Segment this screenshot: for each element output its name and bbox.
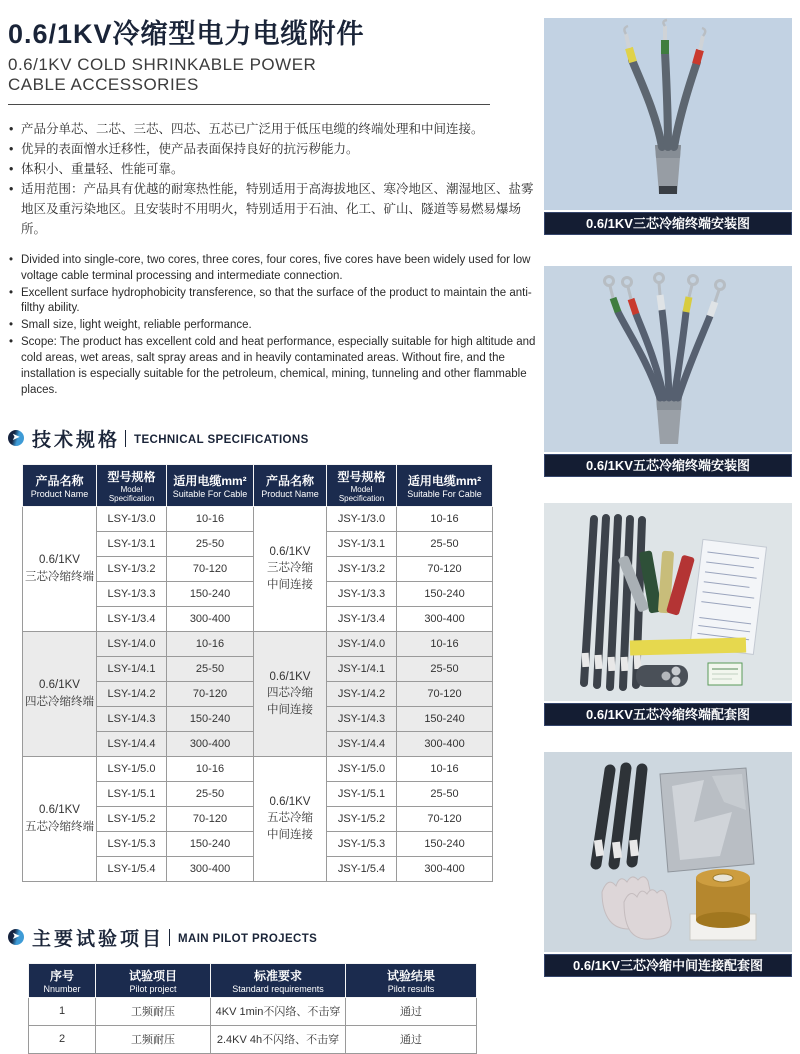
cable-range-cell: 300-400 (397, 731, 493, 756)
model-cell: JSY-1/3.1 (327, 531, 397, 556)
title-divider (8, 104, 490, 105)
spec-table-row (23, 756, 493, 781)
cable-range-cell: 70-120 (397, 681, 493, 706)
cable-range-cell: 10-16 (397, 631, 493, 656)
section-title-en: TECHNICAL SPECIFICATIONS (134, 433, 309, 446)
content-column (8, 10, 536, 1047)
feature-item: • Divided into single-core, two cores, three cores, four cores, five cores have been widely used for low voltage cable terminal processing and intermediate connection. (8, 253, 536, 285)
page-subtitle-line2: CABLE ACCESSORIES (8, 75, 199, 95)
model-cell: JSY-1/5.0 (327, 756, 397, 781)
spec-table-header-row (23, 464, 493, 506)
model-cell: LSY-1/3.2 (97, 556, 167, 581)
cable-range-cell: 150-240 (167, 706, 254, 731)
model-cell: LSY-1/4.4 (97, 731, 167, 756)
cable-range-cell: 150-240 (397, 706, 493, 731)
cable-range-cell: 300-400 (167, 731, 254, 756)
model-cell: LSY-1/4.0 (97, 631, 167, 656)
pilot-col-number: 序号 Nnumber (29, 963, 96, 997)
cable-range-cell: 25-50 (397, 531, 493, 556)
gallery-card (544, 503, 792, 726)
model-cell: LSY-1/4.1 (97, 656, 167, 681)
page-subtitle-line1: 0.6/1KV COLD SHRINKABLE POWER (8, 55, 317, 74)
five-core-kit-photo (544, 503, 792, 701)
model-cell: JSY-1/5.4 (327, 856, 397, 881)
five-core-terminal-photo (544, 266, 792, 452)
spec-table-row (23, 631, 493, 656)
section-title-zh: 主要试验项目 (32, 928, 165, 950)
product-name-cell: 0.6/1KV 五芯冷缩终端 (23, 756, 97, 881)
pilot-col-project: 试验项目 Pilot project (96, 963, 211, 997)
model-cell: JSY-1/4.1 (327, 656, 397, 681)
features-zh (8, 119, 536, 239)
section-arrow-icon: ➤ (8, 430, 24, 446)
cable-range-cell: 10-16 (397, 756, 493, 781)
gallery-caption: 0.6/1KV五芯冷缩终端配套图 (544, 703, 792, 726)
model-cell: LSY-1/5.0 (97, 756, 167, 781)
section-header-specs (8, 425, 536, 452)
cable-range-cell: 10-16 (167, 506, 254, 531)
cable-range-cell: 150-240 (397, 581, 493, 606)
three-core-terminal-photo (544, 18, 792, 210)
cable-range-cell: 70-120 (167, 556, 254, 581)
spec-col-model-left: 型号规格 Model Specification (97, 464, 167, 506)
spec-col-cable-left: 适用电缆mm² Suitable For Cable (167, 464, 254, 506)
pilot-table-header-row (29, 963, 477, 997)
gallery-card (544, 18, 792, 235)
gallery-caption: 0.6/1KV三芯冷缩中间连接配套图 (544, 954, 792, 977)
feature-item: • 适用范围：产品具有优越的耐寒热性能，特别适用于高海拔地区、寒冷地区、潮湿地区、盐雾地区及重污染地区。且安装时不用明火，特别适用于石油、化工、矿山、隧道等易燃易爆场所。 (8, 179, 536, 239)
cable-range-cell: 150-240 (397, 831, 493, 856)
requirement-cell: 2.4KV 4h不闪络、不击穿 (211, 1025, 346, 1053)
section-title-en: MAIN PILOT PROJECTS (178, 932, 318, 945)
cable-range-cell: 150-240 (167, 581, 254, 606)
gallery-caption: 0.6/1KV三芯冷缩终端安装图 (544, 212, 792, 235)
model-cell: LSY-1/5.3 (97, 831, 167, 856)
gallery-card (544, 752, 792, 977)
cable-range-cell: 25-50 (167, 781, 254, 806)
product-name-cell: 0.6/1KV 五芯冷缩 中间连接 (254, 756, 327, 881)
features-en (8, 253, 536, 399)
cable-range-cell: 150-240 (167, 831, 254, 856)
section-header-pilot (8, 924, 536, 951)
model-cell: LSY-1/3.0 (97, 506, 167, 531)
model-cell: JSY-1/3.3 (327, 581, 397, 606)
model-cell: LSY-1/3.4 (97, 606, 167, 631)
model-cell: JSY-1/4.3 (327, 706, 397, 731)
pilot-table-row (29, 1025, 477, 1053)
requirement-cell: 4KV 1min不闪络、不击穿 (211, 997, 346, 1025)
spec-table (22, 464, 493, 882)
cable-range-cell: 70-120 (167, 806, 254, 831)
cable-range-cell: 70-120 (167, 681, 254, 706)
spec-col-cable-right: 适用电缆mm² Suitable For Cable (397, 464, 493, 506)
product-name-cell: 0.6/1KV 四芯冷缩 中间连接 (254, 631, 327, 756)
model-cell: LSY-1/5.2 (97, 806, 167, 831)
cable-range-cell: 10-16 (167, 756, 254, 781)
model-cell: JSY-1/5.3 (327, 831, 397, 856)
model-cell: JSY-1/3.2 (327, 556, 397, 581)
pilot-col-requirements: 标准要求 Standard requirements (211, 963, 346, 997)
cable-range-cell: 300-400 (167, 856, 254, 881)
cable-range-cell: 25-50 (397, 656, 493, 681)
model-cell: JSY-1/4.2 (327, 681, 397, 706)
pilot-table-body (29, 997, 477, 1053)
model-cell: JSY-1/5.2 (327, 806, 397, 831)
cable-range-cell: 300-400 (167, 606, 254, 631)
section-separator (169, 929, 170, 946)
model-cell: JSY-1/3.0 (327, 506, 397, 531)
product-name-cell: 0.6/1KV 三芯冷缩终端 (23, 506, 97, 631)
model-cell: JSY-1/5.1 (327, 781, 397, 806)
feature-item: • 优异的表面憎水迁移性，使产品表面保持良好的抗污秽能力。 (8, 139, 536, 159)
spec-col-model-right: 型号规格 Model Specification (327, 464, 397, 506)
model-cell: JSY-1/3.4 (327, 606, 397, 631)
feature-item: • Scope: The product has excellent cold and heat performance, especially suitable for high altitude and cold areas, wet areas, salt spray areas and in heavily contaminated areas. Without fire, and the installation is especially suitable for the petroleum, chemical, mining, tunneling and other flammable places. (8, 335, 536, 398)
result-cell: 通过 (346, 1025, 477, 1053)
project-cell: 工频耐压 (96, 997, 211, 1025)
cable-range-cell: 10-16 (397, 506, 493, 531)
cable-range-cell: 70-120 (397, 806, 493, 831)
cable-range-cell: 25-50 (167, 531, 254, 556)
pilot-table-row (29, 997, 477, 1025)
cable-range-cell: 300-400 (397, 606, 493, 631)
number-cell: 2 (29, 1025, 96, 1053)
spec-table-row (23, 506, 493, 531)
feature-item: • 产品分单芯、二芯、三芯、四芯、五芯已广泛用于低压电缆的终端处理和中间连接。 (8, 119, 536, 139)
project-cell: 工频耐压 (96, 1025, 211, 1053)
product-name-cell: 0.6/1KV 四芯冷缩终端 (23, 631, 97, 756)
gallery-caption: 0.6/1KV五芯冷缩终端安装图 (544, 454, 792, 477)
cable-range-cell: 70-120 (397, 556, 493, 581)
model-cell: JSY-1/4.0 (327, 631, 397, 656)
pilot-col-results: 试验结果 Pilot results (346, 963, 477, 997)
section-title-zh: 技术规格 (32, 429, 121, 451)
cable-range-cell: 25-50 (167, 656, 254, 681)
result-cell: 通过 (346, 997, 477, 1025)
model-cell: LSY-1/4.3 (97, 706, 167, 731)
product-name-cell: 0.6/1KV 三芯冷缩 中间连接 (254, 506, 327, 631)
model-cell: JSY-1/4.4 (327, 731, 397, 756)
cable-range-cell: 10-16 (167, 631, 254, 656)
model-cell: LSY-1/5.1 (97, 781, 167, 806)
model-cell: LSY-1/5.4 (97, 856, 167, 881)
section-separator (125, 430, 126, 447)
spec-table-body (23, 506, 493, 881)
cable-range-cell: 25-50 (397, 781, 493, 806)
page-subtitle (8, 55, 536, 96)
number-cell: 1 (29, 997, 96, 1025)
model-cell: LSY-1/3.1 (97, 531, 167, 556)
spec-col-product-name-left: 产品名称 Product Name (23, 464, 97, 506)
cable-range-cell: 300-400 (397, 856, 493, 881)
model-cell: LSY-1/4.2 (97, 681, 167, 706)
model-cell: LSY-1/3.3 (97, 581, 167, 606)
feature-item: • 体积小、重量轻、性能可靠。 (8, 159, 536, 179)
feature-item: • Small size, light weight, reliable performance. (8, 318, 536, 334)
feature-item: • Excellent surface hydrophobicity transference, so that the surface of the product to maintain the anti-filthy ability. (8, 286, 536, 318)
page-title: 0.6/1KV冷缩型电力电缆附件 (8, 19, 365, 49)
three-core-joint-kit-photo (544, 752, 792, 952)
spec-col-product-name-right: 产品名称 Product Name (254, 464, 327, 506)
pilot-table (28, 963, 477, 1054)
gallery-card (544, 266, 792, 477)
section-arrow-icon: ➤ (8, 929, 24, 945)
gallery-column (544, 10, 792, 986)
